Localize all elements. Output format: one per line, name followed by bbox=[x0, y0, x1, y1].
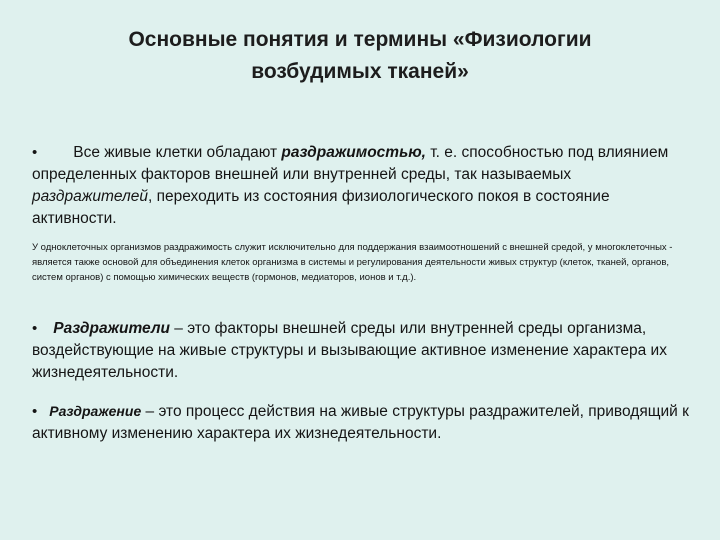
bullet-marker: • bbox=[32, 403, 38, 420]
slide-title bbox=[40, 24, 680, 88]
para1-rest1: т. е. способностью под влиянием определенных факторов внешней или внутренней среды, так называемых bbox=[32, 144, 669, 183]
para3-rest: – это процесс действия на живые структуры раздражителей, приводящий к активному изменению характера их жизнедеятельности. bbox=[32, 403, 689, 442]
term-stimulation: Раздражение bbox=[49, 403, 142, 419]
small-note-paragraph: У одноклеточных организмов раздражимость служит исключительно для поддержания взаимоотношений с внешней средой, у многоклеточных - является также основой для объединения клеток организма в системы и регулирования деятельности живых структур (клеток, тканей, органов, систем органов) с помощью химических веществ (гормонов, медиаторов, ионов и т.д.). bbox=[32, 242, 673, 283]
bullet-marker: • bbox=[32, 144, 38, 161]
term-irritability: раздражимостью, bbox=[281, 144, 426, 161]
para1-lead: Все живые клетки обладают bbox=[73, 144, 282, 161]
para2-rest: – это факторы внешней среды или внутренней среды организма, воздействующие на живые структуры и вызывающие активное изменение характера их жизнедеятельности. bbox=[32, 320, 667, 381]
title-line-2: возбудимых тканей» bbox=[251, 60, 469, 83]
term-stimuli-inline: раздражителей bbox=[32, 188, 149, 205]
bullet-paragraph-stimulation bbox=[32, 400, 692, 445]
bullet-marker: • bbox=[32, 320, 38, 337]
term-stimuli: Раздражители bbox=[53, 320, 170, 337]
bullet-paragraph-stimuli bbox=[32, 318, 692, 384]
para1-rest2: , переходить из состояния физиологического покоя в состояние активности. bbox=[32, 188, 610, 227]
bullet-paragraph-irritability bbox=[32, 142, 692, 230]
title-line-1: Основные понятия и термины «Физиологии bbox=[128, 28, 592, 51]
